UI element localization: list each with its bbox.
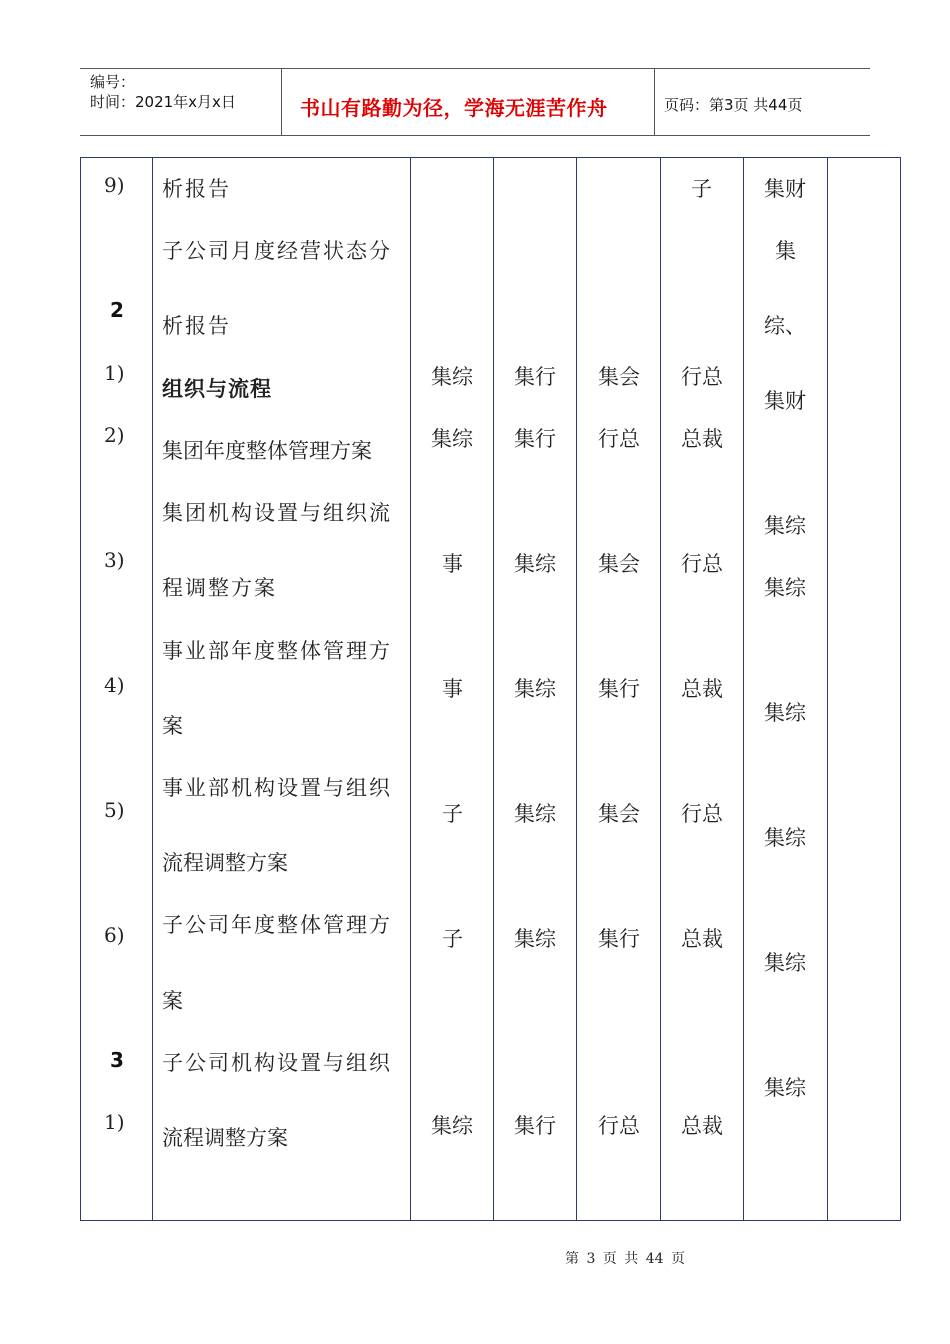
checker-cell: 行总 xyxy=(598,1114,640,1138)
table-top-border xyxy=(80,157,901,158)
drafter-cell: 子 xyxy=(442,802,463,826)
checker-cell: 集会 xyxy=(598,552,640,576)
archive-cell: 集财 xyxy=(764,177,806,201)
checker-cell: 集会 xyxy=(598,365,640,389)
approver-cell: 总裁 xyxy=(681,677,723,701)
section-title: 组织与流程 xyxy=(162,377,272,401)
page-footer: 第 3 页 共 44 页 xyxy=(565,1251,685,1267)
archive-cell: 集综 xyxy=(764,951,806,975)
item-number: 6) xyxy=(104,923,125,947)
drafter-cell: 集综 xyxy=(431,1114,473,1138)
approver-cell: 总裁 xyxy=(681,1114,723,1138)
item-number: 5) xyxy=(104,798,125,822)
approver-cell: 子 xyxy=(691,177,712,201)
approver-cell: 行总 xyxy=(681,802,723,826)
reviewer-cell: 集综 xyxy=(514,927,556,951)
date-label: 时间：2021年x月x日 xyxy=(90,93,236,111)
item-description: 流程调整方案 xyxy=(162,1126,288,1150)
section-number: 2 xyxy=(110,298,124,322)
column-border xyxy=(80,157,81,1221)
drafter-cell: 子 xyxy=(442,927,463,951)
approver-cell: 行总 xyxy=(681,365,723,389)
archive-cell: 集综 xyxy=(764,701,806,725)
item-description: 集团年度整体管理方案 xyxy=(162,439,372,463)
column-border xyxy=(152,157,153,1221)
reviewer-cell: 集行 xyxy=(514,1114,556,1138)
item-description: 子公司年度整体管理方 xyxy=(162,913,392,937)
item-description: 子公司月度经营状态分 xyxy=(162,239,392,263)
approver-cell: 行总 xyxy=(681,552,723,576)
drafter-cell: 事 xyxy=(442,552,463,576)
column-border xyxy=(743,157,744,1221)
header-motto: 书山有路勤为径，学海无涯苦作舟 xyxy=(300,96,608,120)
item-description: 程调整方案 xyxy=(162,576,277,600)
reviewer-cell: 集综 xyxy=(514,802,556,826)
checker-cell: 集会 xyxy=(598,802,640,826)
reviewer-cell: 集综 xyxy=(514,677,556,701)
drafter-cell: 事 xyxy=(442,677,463,701)
item-description: 子公司机构设置与组织 xyxy=(162,1051,392,1075)
item-number: 2) xyxy=(104,423,125,447)
drafter-cell: 集综 xyxy=(431,427,473,451)
approver-cell: 总裁 xyxy=(681,927,723,951)
item-description: 流程调整方案 xyxy=(162,851,288,875)
checker-cell: 集行 xyxy=(598,927,640,951)
item-description: 集团机构设置与组织流 xyxy=(162,501,392,525)
item-description: 案 xyxy=(162,714,183,738)
archive-cell: 集综 xyxy=(764,576,806,600)
item-number: 1) xyxy=(104,1110,125,1134)
column-border xyxy=(660,157,661,1221)
column-border xyxy=(410,157,411,1221)
archive-cell: 集综 xyxy=(764,514,806,538)
header-divider xyxy=(281,68,282,136)
column-border xyxy=(576,157,577,1221)
reviewer-cell: 集行 xyxy=(514,427,556,451)
header-divider xyxy=(654,68,655,136)
column-border xyxy=(827,157,828,1221)
checker-cell: 行总 xyxy=(598,427,640,451)
header-bottom-rule xyxy=(80,135,870,136)
drafter-cell: 集综 xyxy=(431,365,473,389)
reviewer-cell: 集综 xyxy=(514,552,556,576)
item-number: 9) xyxy=(104,173,125,197)
item-description: 析报告 xyxy=(162,177,231,201)
item-description: 事业部年度整体管理方 xyxy=(162,639,392,663)
item-number: 3) xyxy=(104,548,125,572)
reviewer-cell: 集行 xyxy=(514,365,556,389)
archive-cell: 集综 xyxy=(764,826,806,850)
header-top-rule xyxy=(80,68,870,69)
column-border xyxy=(493,157,494,1221)
serial-label: 编号： xyxy=(90,73,136,91)
archive-cell: 集财 xyxy=(764,389,806,413)
page-info: 页码：第3页 共44页 xyxy=(664,96,803,114)
archive-cell: 集 xyxy=(775,239,796,263)
section-number: 3 xyxy=(110,1048,124,1072)
item-description: 事业部机构设置与组织 xyxy=(162,776,392,800)
item-description: 案 xyxy=(162,989,183,1013)
item-description: 析报告 xyxy=(162,314,231,338)
archive-cell: 综、 xyxy=(764,314,806,338)
approver-cell: 总裁 xyxy=(681,427,723,451)
archive-cell: 集综 xyxy=(764,1076,806,1100)
table-bottom-border xyxy=(80,1220,901,1221)
column-border xyxy=(900,157,901,1221)
item-number: 1) xyxy=(104,361,125,385)
checker-cell: 集行 xyxy=(598,677,640,701)
item-number: 4) xyxy=(104,673,125,697)
